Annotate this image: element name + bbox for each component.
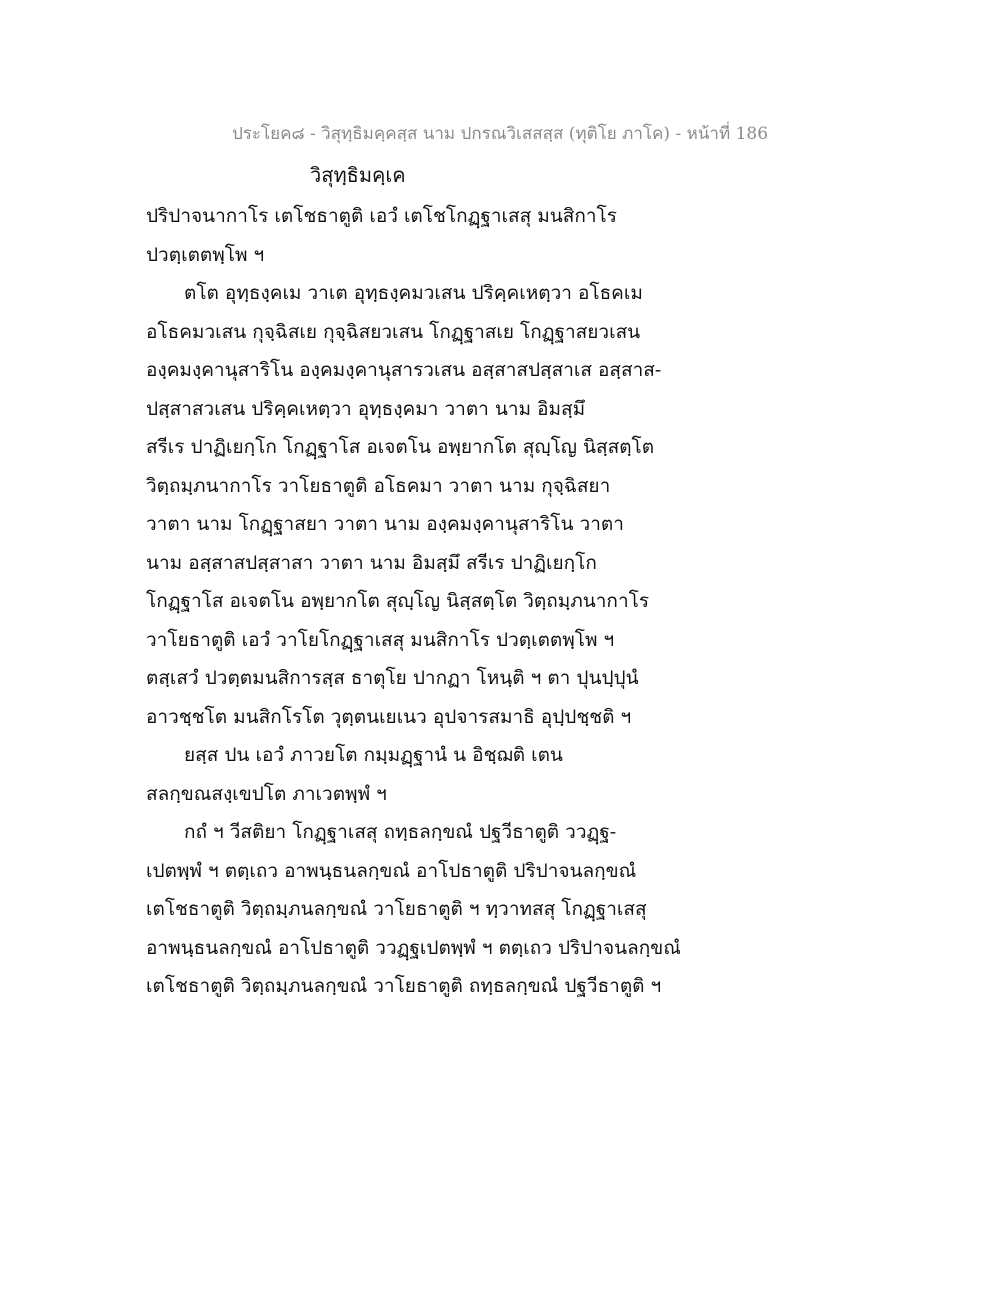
text-line: เตโชธาตูติ วิตฺถมฺภนลกฺขณํ วาโยธาตูติ ถทฺธลกฺขณํ ปฐวีธาตูติ ฯ — [146, 975, 662, 997]
text-line: องฺคมงฺคานุสาริโน องฺคมงฺคานุสารวเสน อสฺสาสปสฺสาเส อสฺสาส- — [146, 359, 662, 381]
book-title: วิสุทฺธิมคฺเค — [310, 163, 406, 187]
text-line: ยสฺส ปน เอวํ ภาวยโต กมฺมฏฺฐานํ น อิชฺฌติ เตน — [184, 744, 563, 766]
body-text — [146, 197, 866, 1006]
text-line: อาพนฺธนลกฺขณํ อาโปธาตูติ ววฏฺฐเปตพฺพํ ฯ ตตฺเถว ปริปาจนลกฺขณํ — [146, 936, 681, 959]
text-line: ปวตฺเตตพฺโพ ฯ — [146, 243, 265, 266]
text-line: โกฏฺฐาโส อเจตโน อพฺยากโต สุญฺโญ นิสฺสตฺโต วิตฺถมฺภนากาโร — [146, 590, 650, 612]
text-line: ตสฺเสวํ ปวตฺตมนสิการสฺส ธาตุโย ปากฏา โหนฺติ ฯ ตา ปุนปฺปุนํ — [146, 667, 639, 689]
text-line: สลกฺขณสงฺเขปโต ภาเวตพฺพํ ฯ — [146, 782, 387, 805]
text-line: ปริปาจนากาโร เตโชธาตูติ เอวํ เตโชโกฏฺฐาเสสุ มนสิกาโร — [146, 205, 617, 227]
text-line: อาวชฺชโต มนสิกโรโต วุตฺตนเยเนว อุปจารสมาธิ อุปฺปชฺชติ ฯ — [146, 705, 632, 728]
text-line: วาตา นาม โกฏฺฐาสยา วาตา นาม องฺคมงฺคานุสาริโน วาตา — [146, 513, 624, 535]
text-line: ปสฺสาสวเสน ปริคฺคเหตฺวา อุทฺธงฺคมา วาตา นาม อิมสฺมึ — [146, 397, 586, 420]
text-line: วิตฺถมฺภนากาโร วาโยธาตูติ อโธคมา วาตา นาม กุจฺฉิสยา — [146, 474, 611, 497]
text-line: สรีเร ปาฏิเยกฺโก โกฏฺฐาโส อเจตโน อพฺยากโต สุญฺโญ นิสฺสตฺโต — [146, 436, 655, 458]
text-line: วาโยธาตูติ เอวํ วาโยโกฏฺฐาเสสุ มนสิกาโร ปวตฺเตตพฺโพ ฯ — [146, 628, 615, 651]
text-line: เปตพฺพํ ฯ ตตฺเถว อาพนฺธนลกฺขณํ อาโปธาตูติ ปริปาจนลกฺขณํ — [146, 859, 637, 882]
text-line: นาม อสฺสาสปสฺสาสา วาตา นาม อิมสฺมึ สรีเร ปาฏิเยกฺโก — [146, 551, 597, 574]
text-line: อโธคมวเสน กุจฺฉิสเย กุจฺฉิสยวเสน โกฏฺฐาสเย โกฏฺฐาสยวเสน — [146, 320, 641, 343]
text-line: ตโต อุทฺธงฺคเม วาเต อุทฺธงฺคมวเสน ปริคฺคเหตฺวา อโธคเม — [184, 282, 643, 304]
running-header: ประโยค๘ - วิสุทฺธิมคฺคสฺส นาม ปกรณวิเสสสฺส (ทุติโย ภาโค) - หน้าที่ 186 — [231, 124, 769, 144]
text-line: เตโชธาตูติ วิตฺถมฺภนลกฺขณํ วาโยธาตูติ ฯ ทฺวาทสสุ โกฏฺฐาเสสุ — [146, 898, 647, 920]
text-line: กถํ ฯ วีสติยา โกฏฺฐาเสสุ ถทฺธลกฺขณํ ปฐวีธาตูติ ววฏฺฐ- — [184, 821, 617, 843]
